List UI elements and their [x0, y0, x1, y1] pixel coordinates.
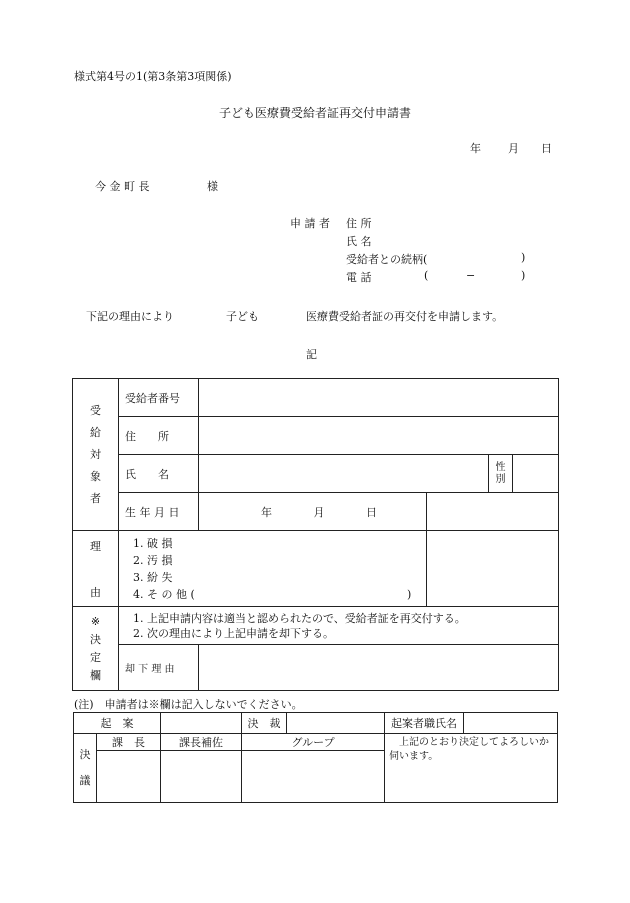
hosa-stamp[interactable]: [161, 751, 242, 803]
sex-field[interactable]: [513, 455, 559, 493]
rejection-reason-field[interactable]: [199, 645, 559, 691]
kesgi-label: 決 議: [74, 734, 97, 803]
rejection-reason-label: 却 下 理 由: [119, 645, 199, 691]
note: (注) 申請者は※欄は記入しないでください。: [74, 698, 303, 711]
approval-table: [73, 712, 558, 803]
addressee-name: 今 金 町 長: [95, 180, 150, 193]
ki-heading: 記: [306, 348, 317, 361]
reason-damaged[interactable]: 1. 破 損: [133, 536, 173, 550]
decision-section-label: ※ 決 定 欄: [73, 607, 119, 691]
addressee-honorific: 様: [207, 180, 218, 193]
kian-field[interactable]: [161, 713, 242, 734]
birth-year: 年: [261, 505, 272, 519]
recipient-name-label: 氏 名: [119, 455, 199, 493]
kessai-label: 決 裁: [242, 713, 287, 734]
drafter-label: 起案者職氏名: [385, 713, 464, 734]
recipient-number-label: 受給者番号: [119, 379, 199, 417]
recipient-name-field[interactable]: [199, 455, 489, 493]
request-text-2: 子ども: [226, 310, 259, 323]
birth-day: 日: [366, 505, 377, 519]
request-text-3: 医療費受給者証の再交付を申請します。: [306, 310, 504, 323]
applicant-phone-label: 電 話: [346, 271, 372, 284]
date-month: 月: [508, 142, 519, 155]
recipient-section-label: 受 給 対 象 者: [73, 379, 119, 531]
hosa-label: 課長補佐: [161, 734, 242, 751]
kessai-field[interactable]: [287, 713, 385, 734]
applicant-relationship-label: 受給者との続柄(: [346, 253, 428, 266]
decision-options: [119, 607, 559, 645]
decision-reject[interactable]: 2. 次の理由により上記申請を却下する。: [133, 626, 334, 640]
birth-extra: [427, 493, 559, 531]
recipient-number-field[interactable]: [199, 379, 559, 417]
birth-month: 月: [313, 505, 325, 519]
decision-approve[interactable]: 1. 上記申請内容は適当と認められたので、受給者証を再交付する。: [133, 611, 466, 625]
reason-lost[interactable]: 3. 紛 失: [133, 570, 173, 584]
sex-label: 性別: [489, 455, 513, 493]
reason-other[interactable]: 4. そ の 他 ( ): [133, 587, 412, 601]
reason-soiled[interactable]: 2. 汚 損: [133, 553, 173, 567]
date-day: 日: [541, 142, 552, 155]
approval-memo: 上記のとおり決定してよろしいか伺います。: [385, 734, 558, 803]
document-title: 子ども医療費受給者証再交付申請書: [219, 106, 412, 120]
kian-label: 起 案: [74, 713, 161, 734]
applicant-name-label: 氏 名: [346, 235, 372, 248]
kacho-label: 課 長: [97, 734, 161, 751]
phone-dash: −: [466, 269, 476, 282]
applicant-address-label: 住 所: [346, 217, 372, 230]
phone-open: (: [424, 269, 429, 282]
group-label: グループ: [242, 734, 385, 751]
request-text-1: 下記の理由により: [86, 310, 174, 323]
reason-blank: [427, 531, 559, 607]
recipient-address-field[interactable]: [199, 417, 559, 455]
reason-section-label: 理 由: [73, 531, 119, 607]
reason-list: [119, 531, 427, 607]
applicant-label: 申 請 者: [290, 217, 330, 230]
kacho-stamp[interactable]: [97, 751, 161, 803]
drafter-field[interactable]: [464, 713, 558, 734]
main-table: [72, 378, 559, 691]
birth-label: 生 年 月 日: [119, 493, 199, 531]
birth-field[interactable]: [199, 493, 427, 531]
recipient-address-label: 住 所: [119, 417, 199, 455]
form-number: 様式第4号の1(第3条第3項関係): [74, 70, 232, 83]
date-year: 年: [470, 142, 481, 155]
relationship-close: ): [521, 251, 526, 264]
group-stamp[interactable]: [242, 751, 385, 803]
reason-other-close: ): [407, 587, 412, 601]
phone-close: ): [521, 269, 526, 282]
